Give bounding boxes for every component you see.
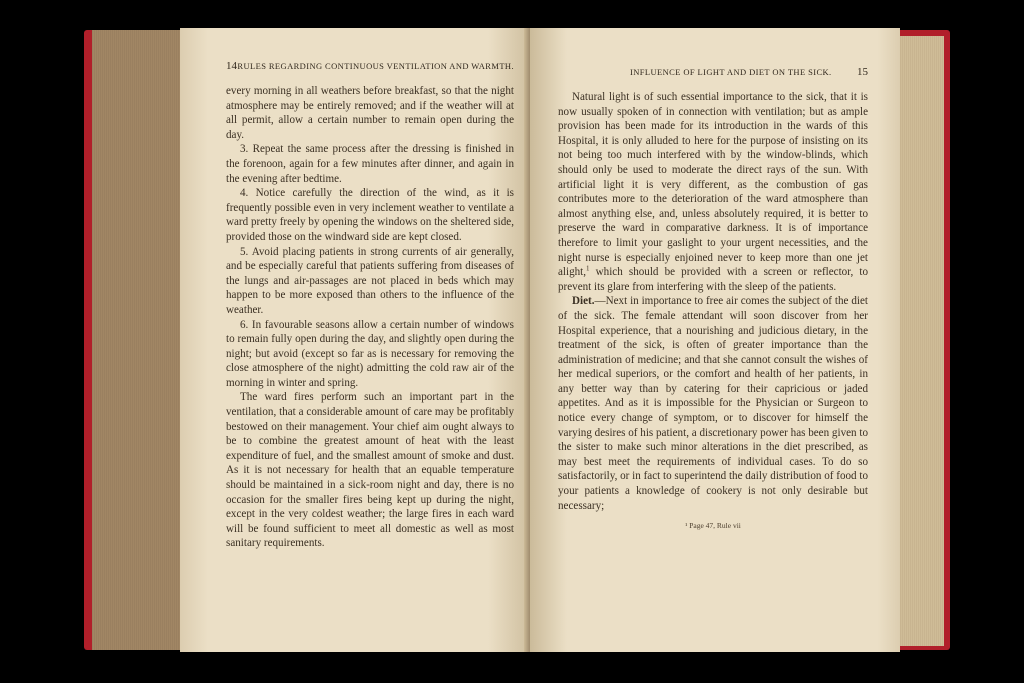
light-text-b: which should be provided with a screen or reflector, to prevent its glare from interfering with the sleep of the patients. <box>558 266 868 293</box>
footnote-marker: 1 <box>586 264 590 273</box>
light-text-a: Natural light is of such essential importance to the sick, that it is now usually spoken of in connection with ventilation; but as ample provision has been made for its introduction in the wards of this Hospital, it is only alluded to here for the purpose of insisting on its not being too much interfered with by the window-blinds, which should only be used to moderate the direct rays of the sun. With artificial light it is very different, as the combustion of gas contributes more to the deterioration of the ward atmosphere than almost anything else, and, unless absolutely required, it is better to preserve the ward in comparative darkness. It is of importance therefore to limit your gaslight to your urgent necessities, and the night nurse is especially enjoined never to keep more than one jet alight, <box>558 91 868 279</box>
left-page-number: 14 <box>226 60 237 72</box>
right-running-head <box>558 66 868 78</box>
rule-3: 3. Repeat the same process after the dressing is finished in the forenoon, again for a few minutes after dinner, and again in the evening after bedtime. <box>226 143 514 185</box>
natural-light-paragraph <box>558 90 868 294</box>
diet-heading: Diet. <box>572 295 595 308</box>
paragraph: every morning in all weathers before breakfast, so that the night atmosphere may be entirely removed; and if the weather will at all permit, allow a certain number to remain open during the day. <box>226 85 514 141</box>
footnote: ¹ Page 47, Rule vii <box>685 521 741 531</box>
rule-5: 5. Avoid placing patients in strong currents of air generally, and be especially careful that patients suffering from diseases of the lungs and air-passages are not placed in beds which may happen to be more exposed than others to the influence of the weather. <box>226 245 514 316</box>
diet-paragraph <box>558 294 868 513</box>
open-book <box>84 24 952 656</box>
page-edges-right <box>896 36 944 646</box>
page-edges-left <box>92 30 188 650</box>
right-page-body <box>558 90 868 513</box>
right-running-title: INFLUENCE OF LIGHT AND DIET ON THE SICK. <box>630 67 832 77</box>
diet-text: —Next in importance to free air comes the subject of the diet of the sick. The female attendant will soon discover from her Hospital experience, that a nourishing and judicious dietary, in the treatment of the sick, is often of greater importance than the administration of medicine; and that she cannot consult the wishes of her medical superiors, or the comfort and health of her patients, in any better way than by catering for their capricious or jaded appetites. And as it is impossible for the Physician or Surgeon to notice every change of symptom, or to discover for himself the varying desires of his patient, a discretionary power has been given to the sister to make such minor alterations in the diet prescribed, as may best meet the requirements of individual cases. To do so satisfactorily, or in fact to superintend the daily distribution of food to your patients a knowledge of cookery is not only desirable but necessary; <box>558 295 868 512</box>
left-running-title: RULES REGARDING CONTINUOUS VENTILATION AND WARMTH. <box>237 61 514 71</box>
ward-fires-paragraph: The ward fires perform such an important part in the ventilation, that a considerable amount of care may be profitably bestowed on their management. Your chief aim ought always to be to combine the greatest amount of heat with the least expenditure of fuel, and the smallest amount of smoke and dust. As it is not necessary for health that an equable temperature should be maintained in a sick-room night and day, there is no occasion for the smaller fires being kept up during the night, except in the very coldest weather; the large fires in each ward will be found sufficient to meet all domestic as well as most sanitary requirements. <box>226 391 514 550</box>
rule-4: 4. Notice carefully the direction of the wind, as it is frequently possible even in very inclement weather to ventilate a ward pretty freely by opening the windows on the sheltered side, provided those on the windward side are kept closed. <box>226 187 514 243</box>
right-page-number: 15 <box>857 66 868 78</box>
rule-6: 6. In favourable seasons allow a certain number of windows to remain fully open during the day, and slightly open during the night; but avoid (except so far as is necessary for removing the close atmosphere of the night) admitting the cold raw air of the morning in winter and spring. <box>226 318 514 389</box>
left-running-head <box>226 60 514 72</box>
right-page <box>530 28 900 652</box>
left-page <box>180 28 530 652</box>
left-page-body <box>226 84 514 551</box>
